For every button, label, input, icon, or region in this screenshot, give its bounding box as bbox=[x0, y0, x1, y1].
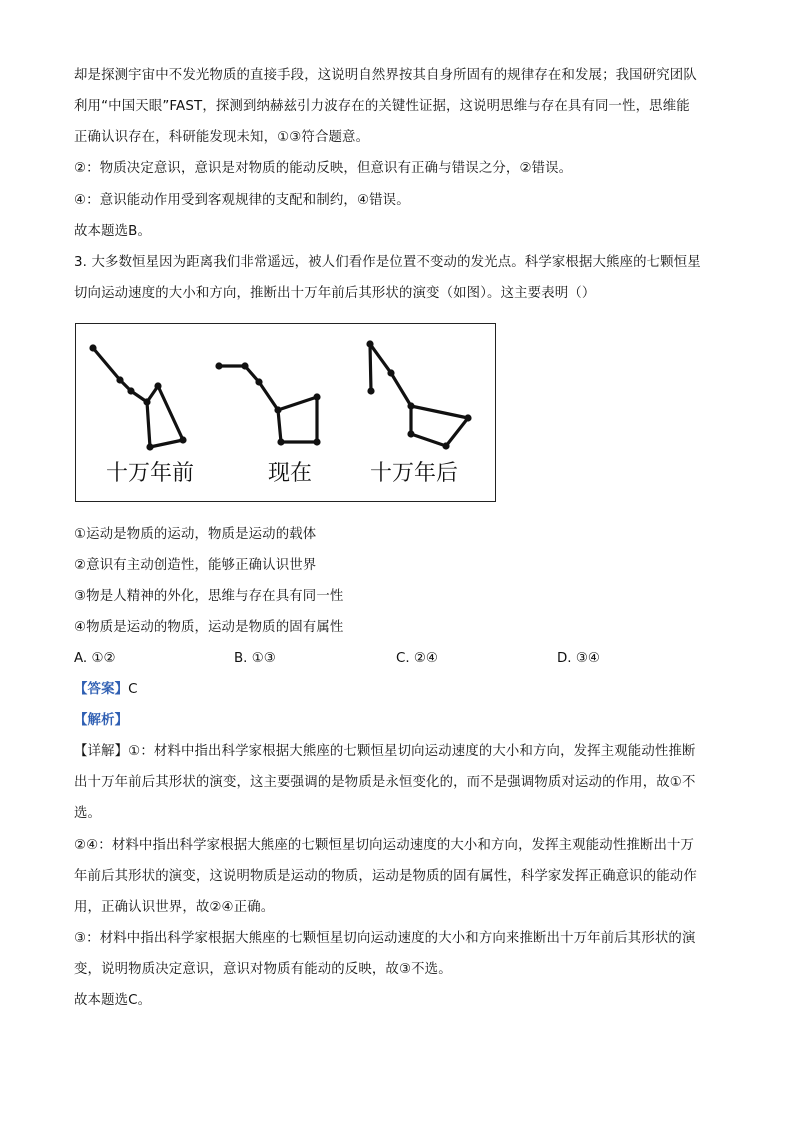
analysis-heading bbox=[74, 711, 128, 731]
question-stem: 3. 大多数恒星因为距离我们非常遥远，被人们看作是位置不变动的发光点。科学家根据大熊座的七颗恒星 bbox=[74, 255, 701, 270]
text-line: ②：物质决定意识，意识是对物质的能动反映，但意识有正确与错误之分，②错误。 bbox=[74, 161, 573, 176]
caption-now: 现在 bbox=[268, 461, 313, 486]
big-dipper-figure bbox=[75, 323, 496, 502]
analysis-line: 年前后其形状的演变，这说明物质是运动的物质，运动是物质的固有属性，科学家发挥正确意识的能动作 bbox=[74, 869, 697, 884]
text-line: 利用“中国天眼”FAST，探测到纳赫兹引力波存在的关键性证据，这说明思维与存在具有同一性，思维能 bbox=[74, 99, 690, 114]
caption-past: 十万年前 bbox=[106, 461, 195, 486]
analysis-line: ②④：材料中指出科学家根据大熊座的七颗恒星切向运动速度的大小和方向，发挥主观能动性推断出十万 bbox=[74, 838, 695, 853]
dipper-future-shape bbox=[370, 344, 468, 446]
option-a: A. ①② bbox=[74, 651, 116, 666]
statement-1: ①运动是物质的运动，物质是运动的载体 bbox=[74, 527, 317, 542]
analysis-line: 用，正确认识世界，故②④正确。 bbox=[74, 900, 275, 915]
text-line: 故本题选B。 bbox=[74, 224, 152, 239]
analysis-line: 变，说明物质决定意识，意识对物质有能动的反映，故③不选。 bbox=[74, 962, 452, 977]
dipper-past-handle bbox=[93, 348, 183, 447]
analysis-line: ③：材料中指出科学家根据大熊座的七颗恒星切向运动速度的大小和方向来推断出十万年前后其形状的演 bbox=[74, 931, 696, 946]
question-stem: 切向运动速度的大小和方向，推断出十万年前后其形状的演变（如图）。这主要表明（） bbox=[74, 286, 596, 301]
text-line: ④：意识能动作用受到客观规律的支配和制约，④错误。 bbox=[74, 193, 410, 208]
option-c: C. ②④ bbox=[396, 651, 438, 666]
detail-label: 【详解】 bbox=[74, 744, 129, 759]
answer-line bbox=[74, 680, 138, 700]
option-b: B. ①③ bbox=[234, 651, 276, 666]
option-d: D. ③④ bbox=[557, 651, 600, 666]
conclusion-line: 故本题选C。 bbox=[74, 993, 152, 1008]
text-line: 正确认识存在，科研能发现未知，①③符合题意。 bbox=[74, 130, 370, 145]
statement-2: ②意识有主动创造性，能够正确认识世界 bbox=[74, 558, 317, 573]
dipper-now-shape bbox=[219, 366, 317, 442]
answer-label: 【答案】 bbox=[74, 682, 129, 697]
caption-future: 十万年后 bbox=[370, 461, 459, 486]
analysis-text: ①：材料中指出科学家根据大熊座的七颗恒星切向运动速度的大小和方向，发挥主观能动性推断 bbox=[128, 744, 696, 759]
answer-value: C bbox=[128, 682, 138, 697]
text-line: 却是探测宇宙中不发光物质的直接手段，这说明自然界按其自身所固有的规律存在和发展；我国研究团队 bbox=[74, 68, 697, 83]
statement-3: ③物是人精神的外化，思维与存在具有同一性 bbox=[74, 589, 344, 604]
analysis-line: 选。 bbox=[74, 806, 102, 821]
statement-4: ④物质是运动的物质，运动是物质的固有属性 bbox=[74, 620, 344, 635]
analysis-line bbox=[74, 742, 696, 762]
analysis-label: 【解析】 bbox=[74, 713, 129, 728]
analysis-line: 出十万年前后其形状的演变，这主要强调的是物质是永恒变化的，而不是强调物质对运动的作用，故①不 bbox=[74, 775, 696, 790]
